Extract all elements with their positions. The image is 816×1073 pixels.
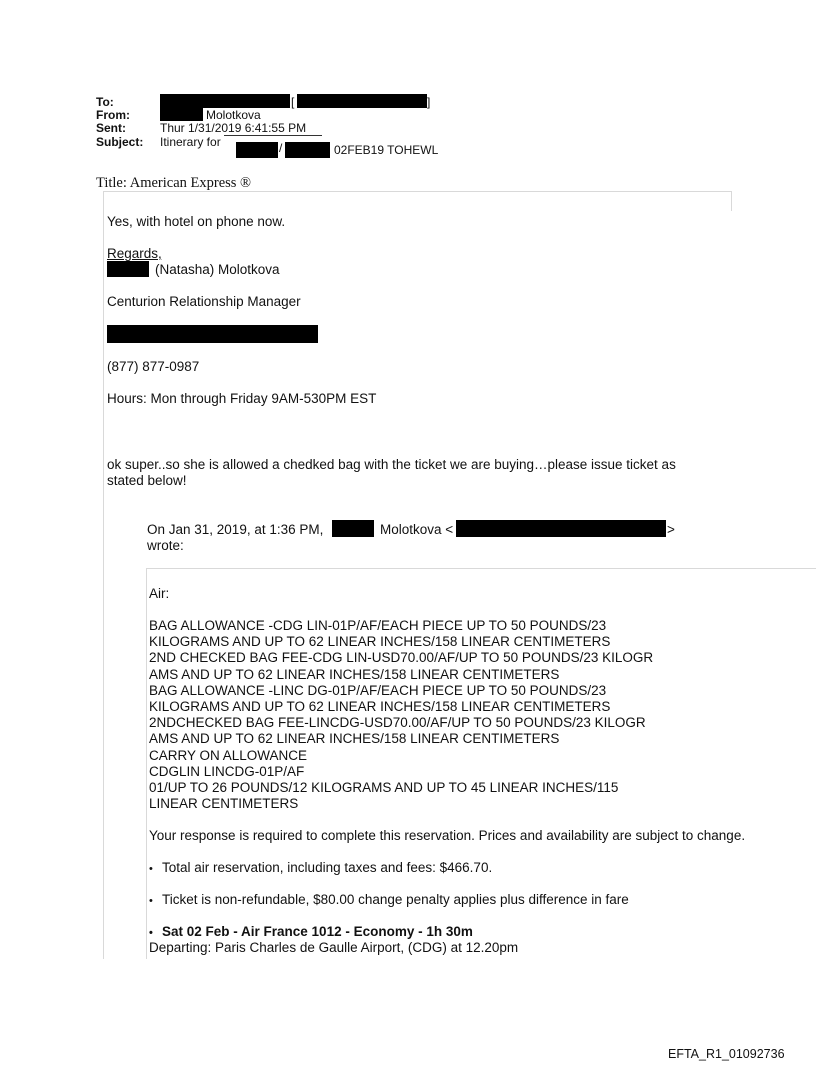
redaction-block	[236, 142, 278, 158]
reply-line: Yes, with hotel on phone now.	[107, 214, 286, 229]
bag-line: 01/UP TO 26 POUNDS/12 KILOGRAMS AND UP TO 45 LINEAR INCHES/115	[149, 780, 619, 796]
office-hours: Hours: Mon through Friday 9AM-530PM EST	[107, 391, 377, 406]
from-label: From:	[96, 108, 130, 122]
quote-rule-left	[146, 568, 147, 959]
title-line: Title: American Express ®	[96, 175, 252, 191]
response-note: Your response is required to complete this reservation. Prices and availability are subject to change.	[149, 828, 746, 843]
message-line: stated below!	[107, 473, 187, 488]
bag-line: KILOGRAMS AND UP TO 62 LINEAR INCHES/158 LINEAR CENTIMETERS	[149, 634, 611, 650]
subject-prefix: Itinerary for	[160, 135, 221, 149]
signature-role: Centurion Relationship Manager	[107, 294, 301, 309]
redaction-block	[285, 142, 330, 158]
bag-line: AMS AND UP TO 62 LINEAR INCHES/158 LINEAR CENTIMETERS	[149, 666, 560, 682]
redaction-block	[456, 520, 666, 537]
bullet-glyph: •	[149, 863, 153, 875]
sent-label: Sent:	[96, 121, 126, 135]
underline	[224, 135, 322, 136]
signature-name: (Natasha) Molotkova	[155, 262, 280, 277]
frame-rule-left	[103, 191, 104, 959]
bullet-item: Ticket is non-refundable, $80.00 change penalty applies plus difference in fare	[162, 892, 629, 907]
bag-line: AMS AND UP TO 62 LINEAR INCHES/158 LINEAR CENTIMETERS	[149, 731, 560, 747]
quote-intro-close: >	[667, 522, 675, 537]
flight-heading: Sat 02 Feb - Air France 1012 - Economy - 1h 30m	[162, 924, 473, 939]
document-id: EFTA_R1_01092736	[668, 1047, 785, 1061]
redaction-block	[107, 261, 149, 277]
redaction-block	[332, 520, 374, 537]
redaction-block	[107, 325, 318, 343]
subject-suffix: 02FEB19 TOHEWL	[334, 143, 439, 157]
bag-line: CARRY ON ALLOWANCE	[149, 747, 308, 763]
redaction-block	[297, 94, 427, 108]
from-value: Molotkova	[206, 108, 261, 122]
bag-line: BAG ALLOWANCE -LINC DG-01P/AF/EACH PIECE UP TO 50 POUNDS/23	[149, 682, 607, 698]
bag-allowance-block	[149, 618, 653, 812]
quote-intro: On Jan 31, 2019, at 1:36 PM,	[147, 522, 324, 537]
bag-line: 2ND CHECKED BAG FEE-CDG LIN-USD70.00/AF/UP TO 50 POUNDS/23 KILOGR	[149, 650, 654, 666]
frame-rule-right	[731, 191, 732, 211]
bag-line: 2NDCHECKED BAG FEE-LINCDG-USD70.00/AF/UP TO 50 POUNDS/23 KILOGR	[149, 715, 646, 731]
frame-rule-top	[103, 191, 732, 192]
to-bracket-open: [	[291, 95, 295, 109]
phone-number: (877) 877-0987	[107, 359, 200, 374]
to-label: To:	[96, 95, 114, 109]
subject-label: Subject:	[96, 135, 144, 149]
departing-line: Departing: Paris Charles de Gaulle Airport, (CDG) at 12.20pm	[149, 940, 519, 955]
sent-value: Thur 1/31/2019 6:41:55 PM	[160, 121, 307, 135]
quote-intro-wrote: wrote:	[147, 538, 184, 553]
bag-line: BAG ALLOWANCE -CDG LIN-01P/AF/EACH PIECE UP TO 50 POUNDS/23	[149, 618, 607, 633]
bullet-glyph: •	[149, 895, 153, 907]
message-line: ok super..so she is allowed a chedked bag with the ticket we are buying…please issue ticket as	[107, 457, 676, 472]
quote-intro-name: Molotkova <	[380, 522, 454, 537]
redaction-block	[160, 94, 290, 108]
bag-line: KILOGRAMS AND UP TO 62 LINEAR INCHES/158 LINEAR CENTIMETERS	[149, 699, 611, 715]
bag-line: LINEAR CENTIMETERS	[149, 796, 299, 812]
redaction-block	[160, 108, 203, 121]
subject-slash: /	[279, 141, 283, 155]
bullet-glyph: •	[149, 927, 153, 939]
regards-line: Regards,	[107, 246, 162, 261]
bullet-item: Total air reservation, including taxes and fees: $466.70.	[162, 860, 493, 875]
to-bracket-close: ]	[427, 95, 431, 109]
quote-rule-top	[146, 568, 816, 569]
air-label: Air:	[149, 586, 170, 601]
bag-line: CDGLIN LINCDG-01P/AF	[149, 763, 305, 779]
